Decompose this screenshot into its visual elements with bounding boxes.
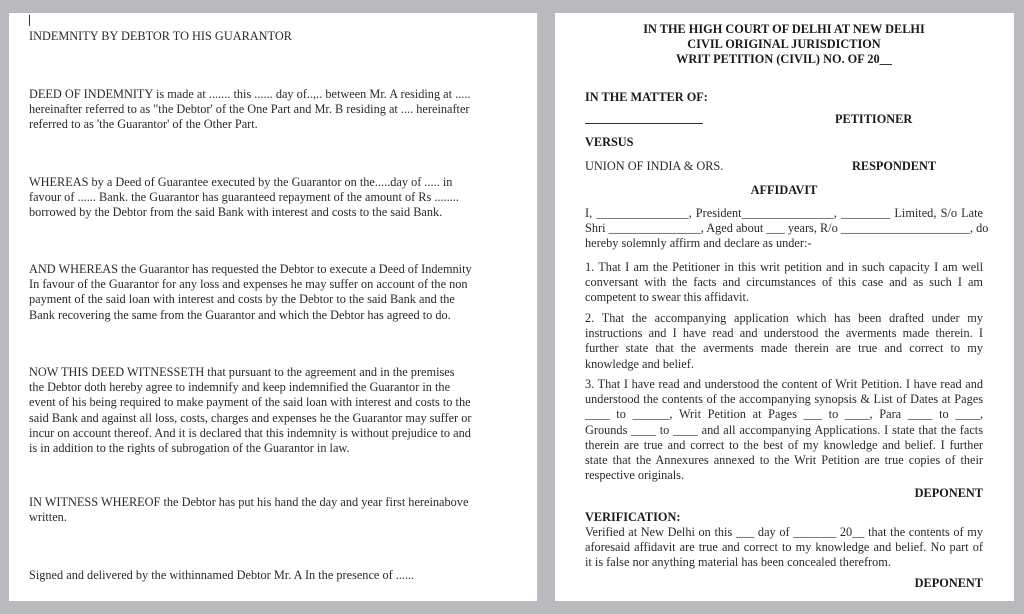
doc-title: INDEMNITY BY DEBTOR TO HIS GUARANTOR [29, 29, 292, 43]
respondent-label: RESPONDENT [852, 159, 937, 173]
paragraph-and-whereas [29, 262, 507, 323]
in-the-matter-of: IN THE MATTER OF: [585, 90, 708, 104]
line: 2. That the accompanying application which has been drafted under my [585, 311, 983, 325]
affidavit-document-page [555, 13, 1014, 601]
line: instructions and I have read and understood the averments made therein. I [585, 326, 983, 341]
line: said Bank and against all loss, costs, charges and expenses he the Guarantor may suffer or [29, 410, 472, 425]
affidavit-title: AFFIDAVIT [750, 183, 818, 197]
line: borrowed by the Debtor from the said Bank with interest and costs to the said Bank. [29, 205, 443, 220]
line: IN WITNESS WHEREOF the Debtor has put his hand the day and year first hereinabove [29, 495, 469, 509]
line: the Debtor doth hereby agree to indemnify and keep indemnified the Guarantor in the [29, 380, 451, 395]
respondent-name: UNION OF INDIA & ORS. [585, 159, 724, 173]
affidavit-para-2 [585, 311, 983, 372]
line: state that the Annexures annexed to the Writ Petition are true copies of their [585, 453, 983, 468]
deponent-signature-1: DEPONENT [914, 486, 983, 500]
line: written. [29, 510, 67, 525]
paragraph-signed: Signed and delivered by the withinnamed Debtor Mr. A In the presence of ...... [29, 568, 415, 582]
line: CIVIL ORIGINAL JURISDICTION [687, 37, 881, 51]
paragraph-deed [29, 87, 507, 133]
versus-label: VERSUS [585, 135, 634, 149]
paragraph-whereas [29, 175, 507, 221]
respondent-row [585, 159, 983, 174]
line: Bank recovering the same from the Guarantor and which the Debtor has agreed to do. [29, 307, 451, 322]
line: therein are true and correct to the best of my knowledge and belief. I further [585, 437, 983, 452]
petitioner-blank [585, 112, 703, 124]
paragraph-in-witness [29, 495, 507, 525]
line: aforesaid affidavit are true and correct to my knowledge and belief. No part of [585, 540, 983, 555]
line: event of his being required to make payment of the said loan with interest and costs to the [29, 395, 471, 410]
line: Grounds ____ to ____ and all accompanying Applications. I state that the facts [585, 422, 983, 437]
line: Shri _______________, Aged about ___ years, R/o _____________________, do [585, 221, 989, 236]
deponent-signature-2: DEPONENT [914, 576, 983, 590]
line: knowledge and belief. [585, 356, 694, 371]
line: it is false nor anything material has been concealed therefrom. [585, 555, 891, 570]
line: hereinafter referred to as "the Debtor' of the One Part and Mr. B residing at .... hereinafter [29, 102, 470, 117]
line: is in addition to the rights of subrogation of the Guarantor in law. [29, 441, 350, 456]
line: favour of ...... Bank. the Guarantor has guaranteed repayment of the amount of Rs ........ [29, 190, 459, 205]
line: further state that the averments made therein are true and correct to my [585, 341, 983, 356]
paragraph-witnesseth [29, 365, 507, 456]
line: In favour of the Guarantor for any loss and expenses he may suffer on account of the non [29, 277, 468, 292]
line: referred to as 'the Guarantor' of the Other Part. [29, 117, 258, 132]
line: WHEREAS by a Deed of Guarantee executed by the Guarantor on the.....day of ..... in [29, 175, 453, 189]
line: hereby solemnly affirm and declare as under:- [585, 236, 812, 251]
line: 1. That I am the Petitioner in this writ petition and in such capacity I am well [585, 260, 983, 274]
petitioner-label: PETITIONER [835, 112, 913, 126]
line: 3. That I have read and understood the content of Writ Petition. I have read and [585, 377, 983, 391]
line: IN THE HIGH COURT OF DELHI AT NEW DELHI [643, 22, 925, 36]
line: WRIT PETITION (CIVIL) NO. OF 20__ [676, 52, 892, 66]
line: competent to swear this affidavit. [585, 290, 750, 305]
affidavit-intro [585, 206, 989, 252]
text-cursor [29, 15, 30, 26]
affidavit-para-1 [585, 260, 983, 306]
line: respective originals. [585, 468, 685, 483]
line: payment of the said loan with interest and costs by the Debtor to the said Bank and the [29, 292, 455, 307]
indemnity-document-page [9, 13, 537, 601]
line: Verified at New Delhi on this ___ day of _______ 20__ that the contents of my [585, 525, 983, 539]
court-header [585, 22, 983, 67]
line: NOW THIS DEED WITNESSETH that pursuant to the agreement and in the premises [29, 365, 455, 379]
line: understood the contents of the accompanying synopsis & List of Dates at Pages [585, 392, 983, 407]
line: incur on account thereof. And it is declared that this indemnity is without prejudice to and [29, 425, 471, 440]
verification-text [585, 525, 983, 571]
verification-title: VERIFICATION: [585, 510, 681, 524]
line: I, _______________, President_______________, ________ Limited, S/o Late [585, 206, 983, 220]
line: conversant with the facts and circumstances of this case and as such I am [585, 275, 983, 290]
line: AND WHEREAS the Guarantor has requested the Debtor to execute a Deed of Indemnity [29, 262, 472, 276]
petitioner-row [585, 112, 983, 128]
affidavit-para-3 [585, 377, 983, 483]
line: ____ to ______, Writ Petition at Pages ___ to ____, Para ____ to ____, [585, 407, 983, 422]
line: DEED OF INDEMNITY is made at ....... this ...... day of..,.. between Mr. A residing at ..... [29, 87, 471, 101]
